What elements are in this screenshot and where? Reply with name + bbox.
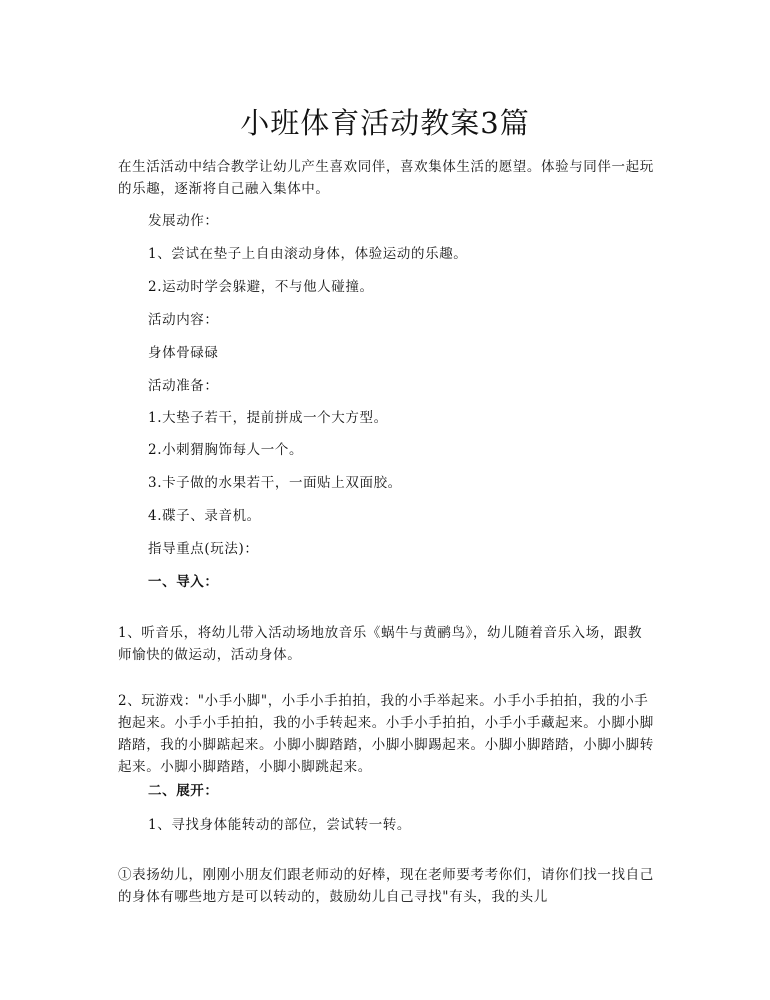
prep-item-2: 2.小刺猬胸饰每人一个。: [148, 442, 304, 458]
step-paragraph-3: 1、寻找身体能转动的部位，尝试转一转。: [148, 817, 411, 833]
guide-heading: 指导重点(玩法)：: [148, 541, 259, 557]
prep-item-1: 1.大垫子若干，提前拼成一个大方型。: [148, 410, 388, 426]
section-heading-expand: 二、展开：: [148, 783, 219, 799]
intro-paragraph: 在生活活动中结合教学让幼儿产生喜欢同伴，喜欢集体生活的愿望。体验与同伴一起玩的乐趣，逐渐将自己融入集体中。: [118, 159, 654, 197]
section-heading-intro: 一、导入：: [148, 574, 219, 590]
document-title: 小班体育活动教案3篇: [240, 106, 530, 141]
step-paragraph-1: 1、听音乐，将幼儿带入活动场地放音乐《蜗牛与黄鹂鸟》，幼儿随着音乐入场，跟教师愉快的做运动，活动身体。: [118, 625, 643, 663]
content-heading: 活动内容：: [148, 312, 219, 328]
goal-item-1: 1、尝试在垫子上自由滚动身体，体验运动的乐趣。: [148, 246, 468, 262]
step-paragraph-4: ①表扬幼儿，刚刚小朋友们跟老师动的好棒，现在老师要考考你们，请你们找一找自己的身体有哪些地方是可以转动的，鼓励幼儿自己寻找"有头，我的头儿: [118, 867, 654, 905]
prep-item-4: 4.碟子、录音机。: [148, 508, 261, 524]
goal-item-2: 2.运动时学会躲避，不与他人碰撞。: [148, 279, 374, 295]
prep-heading: 活动准备：: [148, 378, 219, 394]
content-text: 身体骨碌碌: [148, 345, 219, 361]
goals-heading: 发展动作：: [148, 213, 219, 229]
prep-item-3: 3.卡子做的水果若干，一面贴上双面胶。: [148, 475, 402, 491]
step-paragraph-2: 2、玩游戏："小手小脚"，小手小手拍拍，我的小手举起来。小手小手拍拍，我的小手抱起来。小手小手拍拍，我的小手转起来。小手小手拍拍，小手小手藏起来。小脚小脚踏踏，我的小脚踮起来。小脚小脚踏踏，小脚小脚踢起来。小脚小脚踏踏，小脚小脚转起来。小脚小脚踏踏，小脚小脚跳起来。: [118, 693, 654, 775]
